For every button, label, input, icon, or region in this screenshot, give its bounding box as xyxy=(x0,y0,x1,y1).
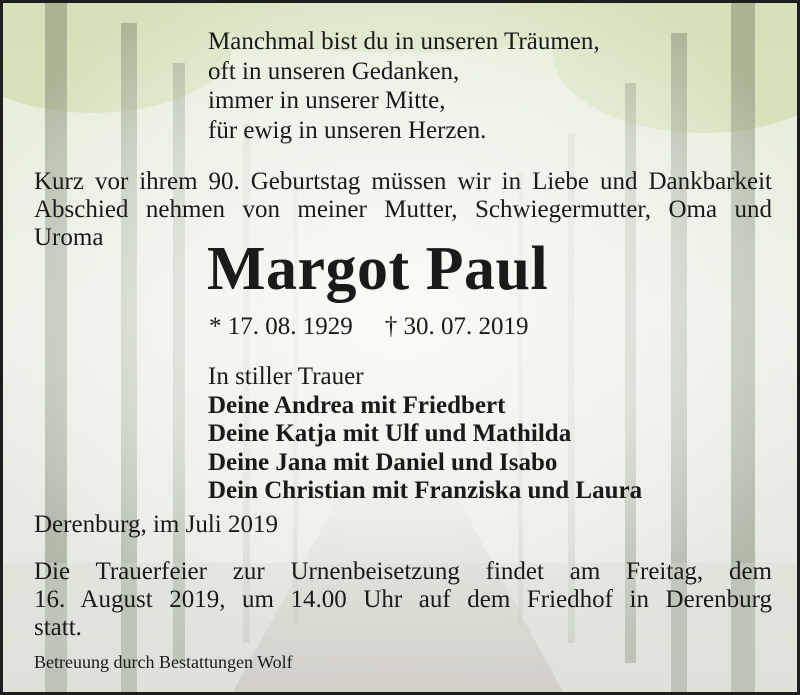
intro-line: Abschied nehmen von meiner Mutter, Schwiegermutter, Oma und xyxy=(34,196,772,223)
place-date: Derenburg, im Juli 2019 xyxy=(34,511,278,538)
funeral-info xyxy=(34,558,772,642)
family-member: Deine Andrea mit Friedbert xyxy=(208,391,506,419)
intro-line: Kurz vor ihrem 90. Geburtstag müssen wir in Liebe und Dankbarkeit xyxy=(34,168,772,195)
life-dates xyxy=(209,312,529,342)
family-member: Deine Katja mit Ulf und Mathilda xyxy=(208,420,572,447)
funeral-line: Die Trauerfeier zur Urnenbeisetzung findet am Freitag, dem xyxy=(34,558,772,585)
birth-date: * 17. 08. 1929 xyxy=(209,313,353,340)
poem-line: für ewig in unseren Herzen. xyxy=(208,116,487,144)
family-member: Deine Jana mit Daniel und Isabo xyxy=(208,448,558,476)
poem xyxy=(208,27,600,145)
undertaker-credit: Betreuung durch Bestattungen Wolf xyxy=(34,652,293,672)
funeral-line: statt. xyxy=(34,614,82,641)
poem-line: immer in unserer Mitte, xyxy=(208,87,446,114)
deceased-name: Margot Paul xyxy=(207,235,549,303)
intro-line: Uroma xyxy=(34,224,104,251)
mourning-intro: In stiller Trauer xyxy=(208,363,364,390)
funeral-line: 16. August 2019, um 14.00 Uhr auf dem Friedhof in Derenburg xyxy=(34,586,772,613)
mourners xyxy=(208,363,642,506)
poem-line: oft in unseren Gedanken, xyxy=(208,57,460,85)
poem-line: Manchmal bist du in unseren Träumen, xyxy=(208,28,600,55)
family-member: Dein Christian mit Franziska und Laura xyxy=(208,477,643,504)
death-date: † 30. 07. 2019 xyxy=(384,313,529,340)
